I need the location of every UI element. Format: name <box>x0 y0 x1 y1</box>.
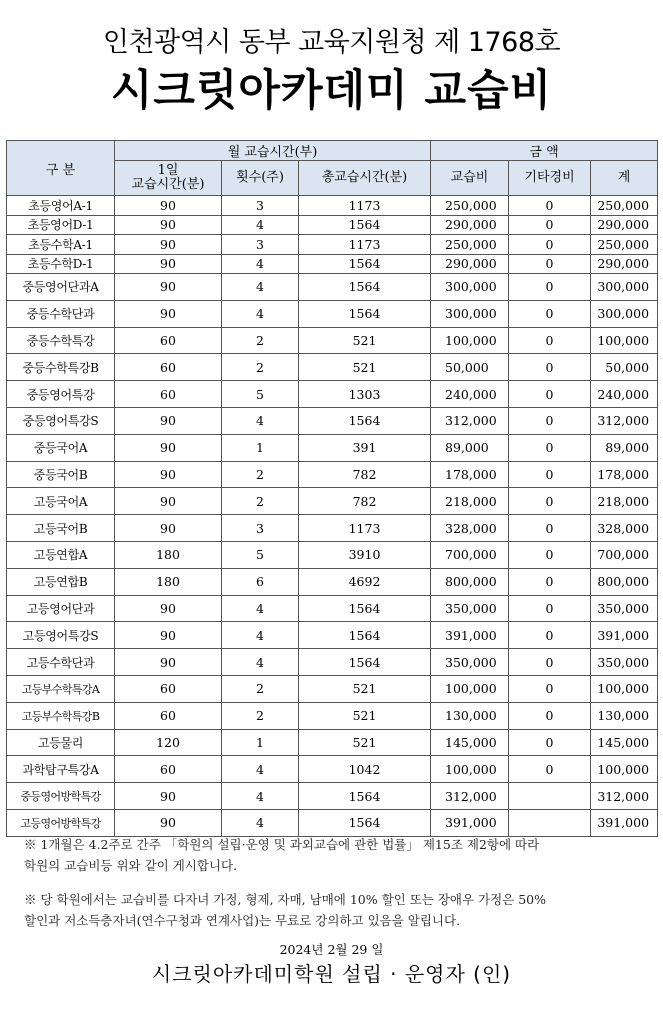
cell-sum: 250,000 <box>591 235 658 255</box>
cell-daily-minutes: 90 <box>115 300 222 327</box>
header-total-minutes: 총교습시간(분) <box>299 161 431 196</box>
cell-other-costs <box>509 783 591 810</box>
cell-daily-minutes: 90 <box>115 783 222 810</box>
cell-category: 고등물리 <box>7 729 115 756</box>
cell-sum: 290,000 <box>591 215 658 235</box>
cell-other-costs: 0 <box>509 541 591 568</box>
table-row <box>7 327 658 354</box>
cell-other-costs: 0 <box>509 300 591 327</box>
header-times-per-week: 횟수(주) <box>222 161 299 196</box>
cell-total-minutes: 1564 <box>299 595 431 622</box>
cell-times-per-week: 4 <box>222 254 299 274</box>
cell-times-per-week: 2 <box>222 327 299 354</box>
cell-times-per-week: 4 <box>222 809 299 836</box>
cell-times-per-week: 3 <box>222 235 299 255</box>
cell-daily-minutes: 120 <box>115 729 222 756</box>
table-row <box>7 407 658 434</box>
cell-sum: 350,000 <box>591 595 658 622</box>
cell-daily-minutes: 90 <box>115 595 222 622</box>
table-row <box>7 381 658 408</box>
cell-total-minutes: 1564 <box>299 783 431 810</box>
cell-sum: 350,000 <box>591 649 658 676</box>
operator-signature: 시크릿아카데미학원 설립 · 운영자 (인) <box>151 962 512 986</box>
header-daily-minutes-line1: 1일 <box>157 163 179 178</box>
cell-fee: 89,000 <box>431 434 509 461</box>
cell-sum: 218,000 <box>591 488 658 515</box>
cell-total-minutes: 3910 <box>299 541 431 568</box>
cell-category: 중등영어방학특강 <box>7 783 115 810</box>
cell-times-per-week: 4 <box>222 595 299 622</box>
table-row <box>7 729 658 756</box>
cell-times-per-week: 2 <box>222 354 299 381</box>
table-row <box>7 595 658 622</box>
cell-fee: 100,000 <box>431 756 509 783</box>
cell-category: 고등영어특강S <box>7 622 115 649</box>
cell-times-per-week: 4 <box>222 215 299 235</box>
cell-category: 중등영어특강 <box>7 381 115 408</box>
cell-sum: 300,000 <box>591 300 658 327</box>
table-row <box>7 215 658 235</box>
cell-fee: 700,000 <box>431 541 509 568</box>
cell-category: 중등수학특강 <box>7 327 115 354</box>
cell-sum: 391,000 <box>591 809 658 836</box>
cell-times-per-week: 2 <box>222 702 299 729</box>
table-row <box>7 541 658 568</box>
cell-sum: 178,000 <box>591 461 658 488</box>
cell-category: 초등수학D-1 <box>7 254 115 274</box>
cell-daily-minutes: 60 <box>115 327 222 354</box>
cell-other-costs: 0 <box>509 196 591 216</box>
cell-daily-minutes: 60 <box>115 675 222 702</box>
cell-other-costs: 0 <box>509 354 591 381</box>
cell-times-per-week: 6 <box>222 568 299 595</box>
cell-times-per-week: 5 <box>222 541 299 568</box>
cell-category: 중등수학특강B <box>7 354 115 381</box>
cell-fee: 391,000 <box>431 622 509 649</box>
cell-times-per-week: 4 <box>222 274 299 301</box>
table-row <box>7 622 658 649</box>
cell-other-costs: 0 <box>509 254 591 274</box>
cell-category: 중등영어단과A <box>7 274 115 301</box>
table-row <box>7 235 658 255</box>
legal-notice <box>24 834 648 876</box>
cell-sum: 300,000 <box>591 274 658 301</box>
cell-total-minutes: 1173 <box>299 196 431 216</box>
cell-other-costs: 0 <box>509 327 591 354</box>
cell-fee: 145,000 <box>431 729 509 756</box>
header-daily-minutes-line2: 교습시간(분) <box>131 177 205 192</box>
cell-fee: 300,000 <box>431 274 509 301</box>
cell-other-costs: 0 <box>509 274 591 301</box>
cell-times-per-week: 2 <box>222 675 299 702</box>
cell-daily-minutes: 180 <box>115 541 222 568</box>
cell-fee: 350,000 <box>431 649 509 676</box>
cell-daily-minutes: 90 <box>115 407 222 434</box>
table-row <box>7 515 658 542</box>
cell-daily-minutes: 90 <box>115 461 222 488</box>
cell-fee: 178,000 <box>431 461 509 488</box>
header-amount: 금 액 <box>431 141 658 161</box>
cell-sum: 100,000 <box>591 675 658 702</box>
header-row-1 <box>7 141 658 161</box>
cell-daily-minutes: 90 <box>115 649 222 676</box>
fee-table-body <box>7 196 658 837</box>
cell-total-minutes: 391 <box>299 434 431 461</box>
cell-category: 초등영어A-1 <box>7 196 115 216</box>
cell-total-minutes: 1564 <box>299 407 431 434</box>
table-row <box>7 461 658 488</box>
cell-times-per-week: 4 <box>222 756 299 783</box>
table-row <box>7 274 658 301</box>
cell-times-per-week: 3 <box>222 196 299 216</box>
cell-sum: 89,000 <box>591 434 658 461</box>
table-row <box>7 196 658 216</box>
header-other-costs: 기타경비 <box>509 161 591 196</box>
cell-times-per-week: 4 <box>222 649 299 676</box>
cell-category: 고등영어단과 <box>7 595 115 622</box>
cell-sum: 50,000 <box>591 354 658 381</box>
table-row <box>7 809 658 836</box>
cell-other-costs: 0 <box>509 515 591 542</box>
cell-total-minutes: 1173 <box>299 235 431 255</box>
cell-other-costs: 0 <box>509 675 591 702</box>
cell-daily-minutes: 90 <box>115 215 222 235</box>
cell-fee: 391,000 <box>431 809 509 836</box>
cell-times-per-week: 2 <box>222 461 299 488</box>
cell-total-minutes: 1564 <box>299 215 431 235</box>
cell-total-minutes: 521 <box>299 675 431 702</box>
cell-daily-minutes: 60 <box>115 381 222 408</box>
cell-total-minutes: 782 <box>299 461 431 488</box>
cell-other-costs: 0 <box>509 595 591 622</box>
header-daily-minutes <box>115 161 222 196</box>
cell-category: 고등연합A <box>7 541 115 568</box>
cell-daily-minutes: 90 <box>115 235 222 255</box>
cell-total-minutes: 782 <box>299 488 431 515</box>
cell-sum: 290,000 <box>591 254 658 274</box>
cell-sum: 391,000 <box>591 622 658 649</box>
cell-times-per-week: 4 <box>222 300 299 327</box>
cell-total-minutes: 521 <box>299 702 431 729</box>
cell-other-costs: 0 <box>509 649 591 676</box>
cell-category: 중등국어B <box>7 461 115 488</box>
cell-category: 고등영어방학특강 <box>7 809 115 836</box>
cell-times-per-week: 4 <box>222 783 299 810</box>
header-fee: 교습비 <box>431 161 509 196</box>
cell-other-costs: 0 <box>509 215 591 235</box>
cell-category: 초등영어D-1 <box>7 215 115 235</box>
cell-daily-minutes: 60 <box>115 354 222 381</box>
cell-times-per-week: 1 <box>222 434 299 461</box>
cell-sum: 145,000 <box>591 729 658 756</box>
cell-fee: 100,000 <box>431 675 509 702</box>
cell-category: 고등연합B <box>7 568 115 595</box>
cell-fee: 50,000 <box>431 354 509 381</box>
cell-other-costs: 0 <box>509 568 591 595</box>
cell-sum: 312,000 <box>591 783 658 810</box>
cell-daily-minutes: 180 <box>115 568 222 595</box>
notice-number-heading: 인천광역시 동부 교육지원청 제 1768호 <box>102 27 561 58</box>
cell-sum: 700,000 <box>591 541 658 568</box>
cell-total-minutes: 1042 <box>299 756 431 783</box>
cell-fee: 312,000 <box>431 407 509 434</box>
table-row <box>7 675 658 702</box>
cell-daily-minutes: 60 <box>115 702 222 729</box>
cell-sum: 240,000 <box>591 381 658 408</box>
cell-total-minutes: 1564 <box>299 254 431 274</box>
cell-category: 고등국어B <box>7 515 115 542</box>
cell-times-per-week: 5 <box>222 381 299 408</box>
cell-other-costs: 0 <box>509 729 591 756</box>
cell-fee: 130,000 <box>431 702 509 729</box>
cell-total-minutes: 1564 <box>299 274 431 301</box>
cell-other-costs: 0 <box>509 407 591 434</box>
table-row <box>7 434 658 461</box>
cell-times-per-week: 3 <box>222 515 299 542</box>
cell-sum: 328,000 <box>591 515 658 542</box>
posting-date: 2024년 2월 29 일 <box>279 942 384 957</box>
discount-notice <box>24 889 648 931</box>
cell-daily-minutes: 90 <box>115 434 222 461</box>
cell-category: 중등국어A <box>7 434 115 461</box>
table-row <box>7 254 658 274</box>
header-category: 구 분 <box>7 141 115 196</box>
cell-fee: 240,000 <box>431 381 509 408</box>
cell-other-costs <box>509 809 591 836</box>
legal-notice-line1: ※ 1개월은 4.2주로 간주 「학원의 설립·운영 및 과외교습에 관한 법률」 제15조 제2항에 따라 <box>24 837 540 852</box>
table-row <box>7 756 658 783</box>
table-row <box>7 300 658 327</box>
cell-total-minutes: 1564 <box>299 809 431 836</box>
table-row <box>7 488 658 515</box>
cell-total-minutes: 1173 <box>299 515 431 542</box>
cell-daily-minutes: 90 <box>115 196 222 216</box>
legal-notice-line2: 학원의 교습비등 위와 같이 게시합니다. <box>24 858 238 873</box>
cell-fee: 300,000 <box>431 300 509 327</box>
table-row <box>7 783 658 810</box>
cell-other-costs: 0 <box>509 461 591 488</box>
cell-daily-minutes: 90 <box>115 515 222 542</box>
cell-sum: 100,000 <box>591 756 658 783</box>
cell-category: 초등수학A-1 <box>7 235 115 255</box>
cell-fee: 290,000 <box>431 215 509 235</box>
cell-category: 과학탐구특강A <box>7 756 115 783</box>
cell-fee: 350,000 <box>431 595 509 622</box>
cell-total-minutes: 1303 <box>299 381 431 408</box>
table-row <box>7 702 658 729</box>
cell-category: 고등부수학특강A <box>7 675 115 702</box>
cell-other-costs: 0 <box>509 381 591 408</box>
header-monthly-hours: 월 교습시간(부) <box>115 141 431 161</box>
cell-daily-minutes: 90 <box>115 809 222 836</box>
header-sum: 계 <box>591 161 658 196</box>
table-row <box>7 649 658 676</box>
cell-other-costs: 0 <box>509 434 591 461</box>
cell-fee: 312,000 <box>431 783 509 810</box>
cell-sum: 100,000 <box>591 327 658 354</box>
cell-times-per-week: 2 <box>222 488 299 515</box>
cell-sum: 312,000 <box>591 407 658 434</box>
discount-notice-line2: 할인과 저소득층자녀(연수구청과 연계사업)는 무료로 강의하고 있음을 알립니다. <box>24 913 461 928</box>
cell-daily-minutes: 90 <box>115 488 222 515</box>
cell-category: 고등수학단과 <box>7 649 115 676</box>
cell-other-costs: 0 <box>509 622 591 649</box>
cell-daily-minutes: 90 <box>115 274 222 301</box>
cell-times-per-week: 1 <box>222 729 299 756</box>
cell-total-minutes: 1564 <box>299 300 431 327</box>
cell-sum: 130,000 <box>591 702 658 729</box>
cell-times-per-week: 4 <box>222 407 299 434</box>
cell-total-minutes: 521 <box>299 729 431 756</box>
cell-category: 중등영어특강S <box>7 407 115 434</box>
cell-fee: 290,000 <box>431 254 509 274</box>
cell-total-minutes: 1564 <box>299 649 431 676</box>
cell-other-costs: 0 <box>509 756 591 783</box>
cell-other-costs: 0 <box>509 702 591 729</box>
cell-fee: 800,000 <box>431 568 509 595</box>
cell-category: 고등부수학특강B <box>7 702 115 729</box>
cell-fee: 328,000 <box>431 515 509 542</box>
cell-total-minutes: 521 <box>299 327 431 354</box>
table-row <box>7 354 658 381</box>
cell-daily-minutes: 90 <box>115 622 222 649</box>
page-title: 시크릿아카데미 교습비 <box>110 66 553 116</box>
cell-daily-minutes: 90 <box>115 254 222 274</box>
cell-total-minutes: 521 <box>299 354 431 381</box>
cell-total-minutes: 1564 <box>299 622 431 649</box>
cell-sum: 800,000 <box>591 568 658 595</box>
cell-category: 중등수학단과 <box>7 300 115 327</box>
table-row <box>7 568 658 595</box>
cell-fee: 100,000 <box>431 327 509 354</box>
cell-sum: 250,000 <box>591 196 658 216</box>
cell-total-minutes: 4692 <box>299 568 431 595</box>
cell-daily-minutes: 60 <box>115 756 222 783</box>
cell-category: 고등국어A <box>7 488 115 515</box>
cell-other-costs: 0 <box>509 235 591 255</box>
cell-times-per-week: 4 <box>222 622 299 649</box>
cell-fee: 250,000 <box>431 235 509 255</box>
cell-other-costs: 0 <box>509 488 591 515</box>
discount-notice-line1: ※ 당 학원에서는 교습비를 다자녀 가정, 형제, 자매, 남매에 10% 할인 또는 장애우 가정은 50% <box>24 892 547 907</box>
fee-table <box>6 140 658 837</box>
cell-fee: 250,000 <box>431 196 509 216</box>
cell-fee: 218,000 <box>431 488 509 515</box>
